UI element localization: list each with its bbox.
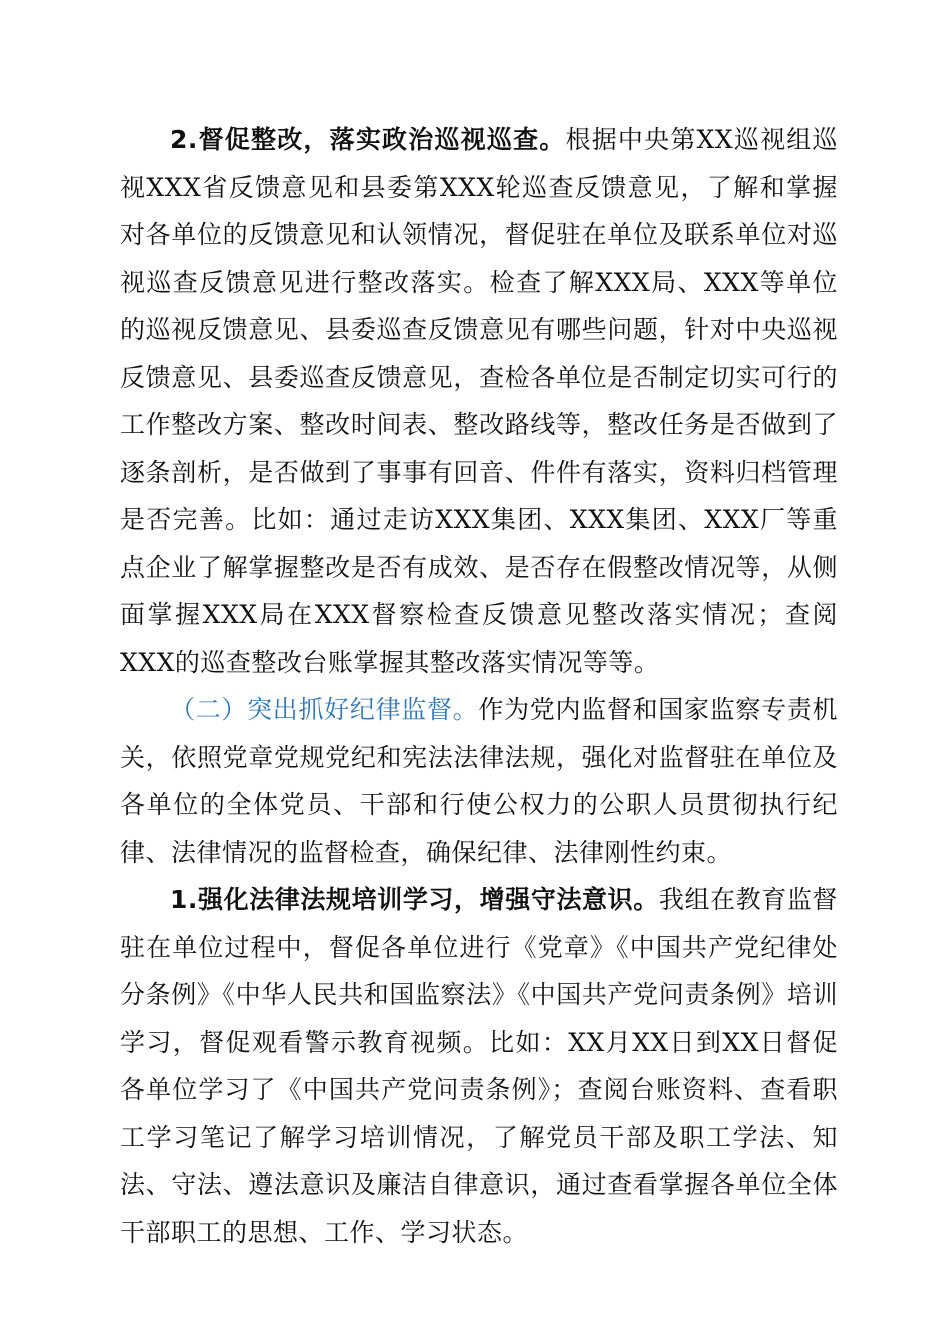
- paragraph-heading: 1.强化法律法规培训学习，增强守法意识。: [170, 885, 659, 914]
- paragraph-text: 我组在教育监督驻在单位过程中，督促各单位进行《党章》《中国共产党纪律处分条例》《中华人民共和国监察法》《中国共产党问责条例》培训学习，督促观看警示教育视频。比如：XX月XX日到XX日督促各单位学习了《中国共产党问责条例》；查阅台账资料、查看职工学习笔记了解学习培训情况，了解党员干部及职工学法、知法、守法、遵法意识及廉洁自律意识，通过查看掌握各单位全体干部职工的思想、工作、学习状态。: [120, 885, 838, 1247]
- paragraph-supervise-rectification: [120, 116, 838, 686]
- paragraph-law-training: [120, 876, 838, 1256]
- paragraph-text: 根据中央第XX巡视组巡视XXX省反馈意见和县委第XXX轮巡查反馈意见，了解和掌握对各单位的反馈意见和认领情况，督促驻在单位及联系单位对巡视巡查反馈意见进行整改落实。检查了解XXX局、XXX等单位的巡视反馈意见、县委巡查反馈意见有哪些问题，针对中央巡视反馈意见、县委巡查反馈意见，查检各单位是否制定切实可行的工作整改方案、整改时间表、整改路线等，整改任务是否做到了逐条剖析，是否做到了事事有回音、件件有落实，资料归档管理是否完善。比如：通过走访XXX集团、XXX集团、XXX厂等重点企业了解掌握整改是否有成效、是否存在假整改情况等，从侧面掌握XXX局在XXX督察检查反馈意见整改落实情况；查阅XXX的巡查整改台账掌握其整改落实情况等等。: [120, 125, 838, 677]
- section-heading: （二）突出抓好纪律监督。: [170, 695, 479, 724]
- document-body: [120, 116, 838, 1256]
- paragraph-heading: 2.督促整改，落实政治巡视巡查。: [170, 125, 566, 154]
- paragraph-discipline-supervision: [120, 686, 838, 876]
- paragraph-text: 作为党内监督和国家监察专责机关，依照党章党规党纪和宪法法律法规，强化对监督驻在单位及各单位的全体党员、干部和行使公权力的公职人员贯彻执行纪律、法律情况的监督检查，确保纪律、法律刚性约束。: [120, 695, 838, 867]
